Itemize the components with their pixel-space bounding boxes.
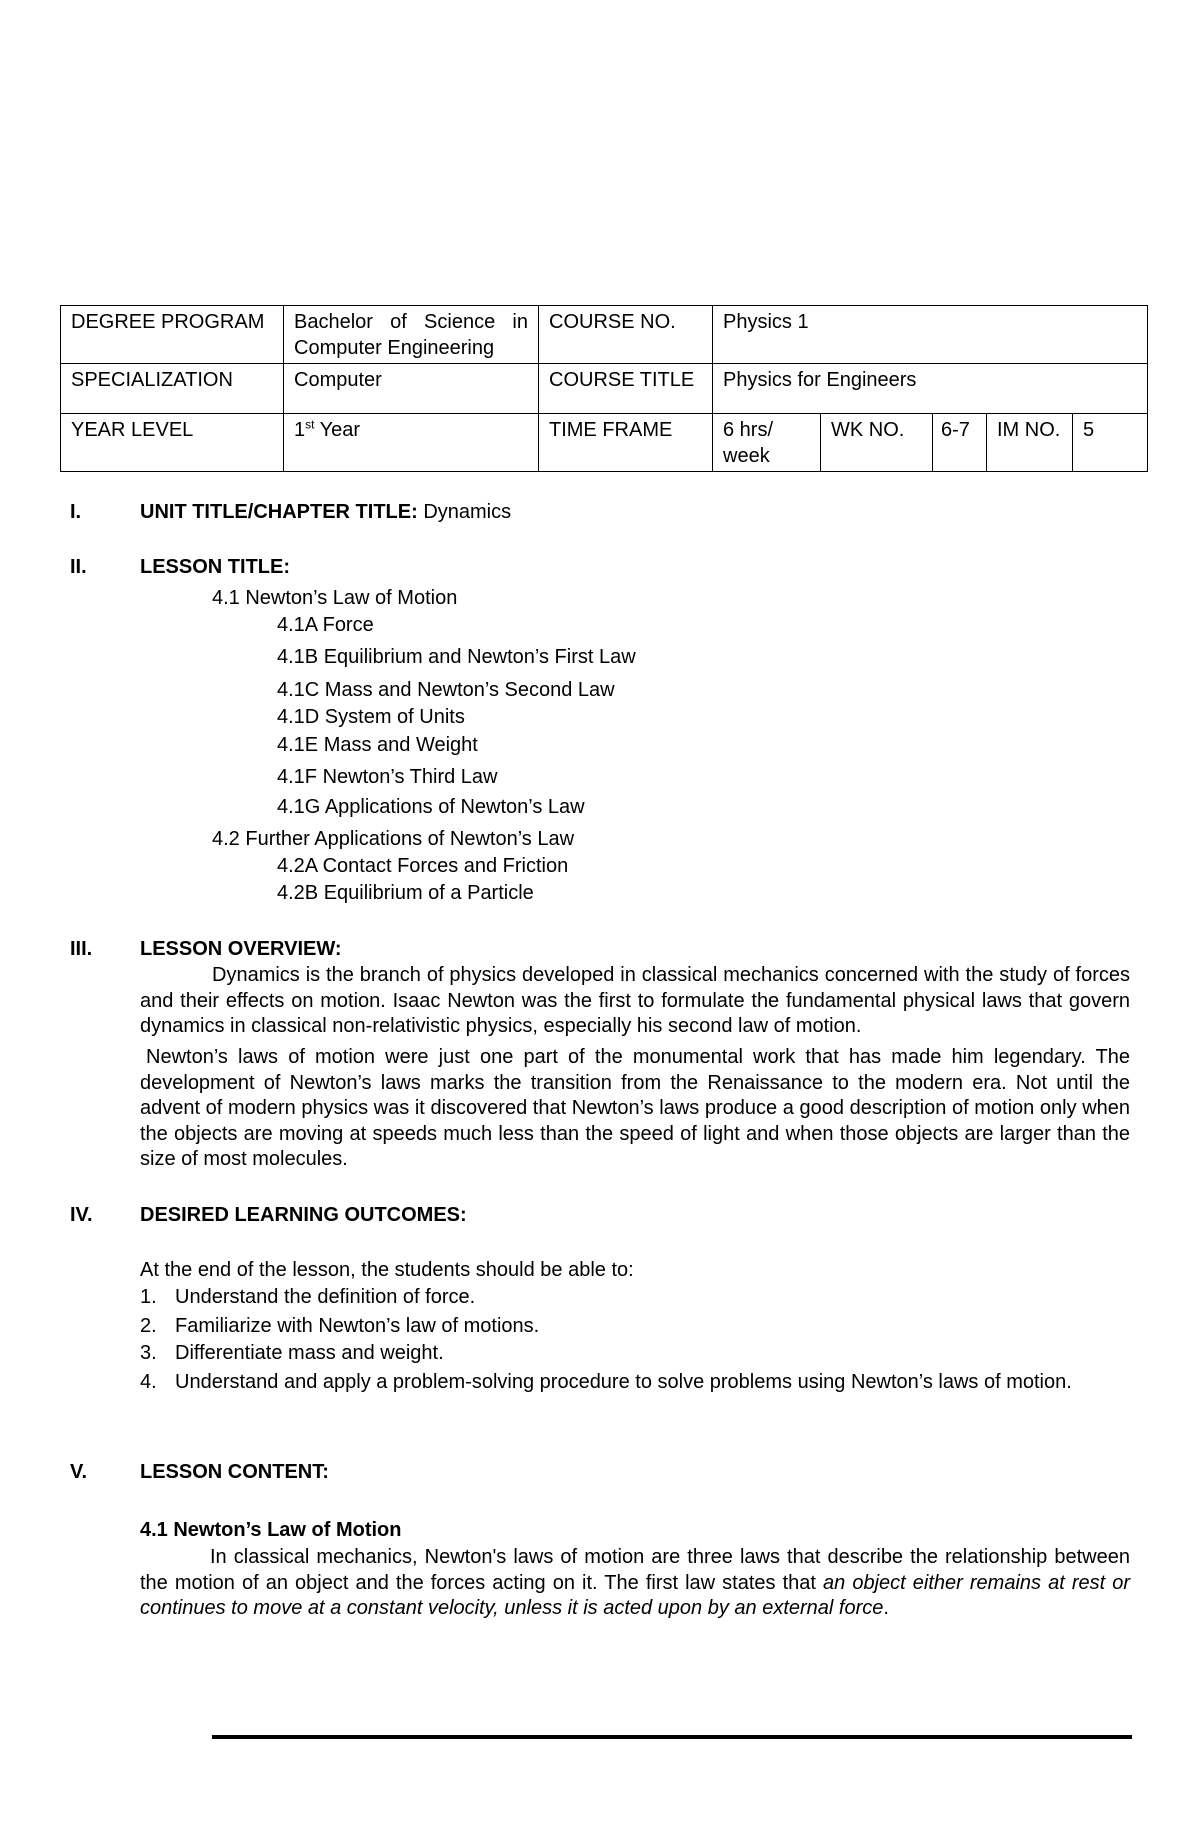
section-number: V. xyxy=(70,1461,88,1483)
table-row xyxy=(61,306,1148,364)
lesson-item: 4.1B Equilibrium and Newton’s First Law xyxy=(277,646,636,668)
year-ordinal-suffix: st xyxy=(305,417,315,432)
lesson-item: 4.1E Mass and Weight xyxy=(277,734,478,756)
lesson-item: 4.1F Newton’s Third Law xyxy=(277,766,498,788)
course-title-value: Physics for Engineers xyxy=(713,364,1148,414)
lesson-item: 4.2 Further Applications of Newton’s Law xyxy=(212,828,575,850)
lesson-item: 4.1C Mass and Newton’s Second Law xyxy=(277,679,615,701)
unit-title-heading: UNIT TITLE/CHAPTER TITLE: xyxy=(140,501,418,523)
degree-program-value: Bachelor of Science in Computer Engineering xyxy=(284,306,539,364)
lesson-overview-heading: LESSON OVERVIEW: xyxy=(140,938,342,960)
table-row xyxy=(61,414,1148,472)
course-no-value: Physics 1 xyxy=(713,306,1148,364)
lesson-item: 4.2A Contact Forces and Friction xyxy=(277,855,569,877)
course-no-label: COURSE NO. xyxy=(539,306,713,364)
lesson-item: 4.1A Force xyxy=(277,614,374,636)
lesson-item: 4.1G Applications of Newton’s Law xyxy=(277,796,585,818)
outcomes-intro: At the end of the lesson, the students should be able to: xyxy=(140,1259,634,1281)
lesson-item: 4.1D System of Units xyxy=(277,706,465,728)
im-no-label: IM NO. xyxy=(987,414,1073,472)
content-paragraph xyxy=(140,1545,1130,1622)
time-frame-value: 6 hrs/ week xyxy=(713,414,821,472)
year-level-value xyxy=(284,414,539,472)
outcome-number: 3. xyxy=(140,1342,157,1364)
outcome-text: Differentiate mass and weight. xyxy=(175,1342,444,1364)
section-number: IV. xyxy=(70,1204,93,1226)
outcome-text: Familiarize with Newton’s law of motions. xyxy=(175,1315,540,1337)
learning-outcomes-heading: DESIRED LEARNING OUTCOMES: xyxy=(140,1204,467,1226)
specialization-label: SPECIALIZATION xyxy=(61,364,284,414)
overview-paragraph: Newton’s laws of motion were just one part of the monumental work that has made him legendary. The development of Newton’s laws marks the transition from the Renaissance to the modern era. Not until the advent of modern physics was it discovered that Newton’s laws produce a good description of motion only when the objects are moving at speeds much less than the speed of light and when those objects are larger than the size of most molecules. xyxy=(140,1046,1130,1170)
course-info-table xyxy=(60,305,1148,472)
time-frame-label: TIME FRAME xyxy=(539,414,713,472)
section-number: I. xyxy=(70,501,82,523)
content-text: In classical mechanics, Newton's laws of motion are three laws that describe the relationship between the motion of an object and the forces acting on it. The first law states that xyxy=(140,1546,1130,1594)
specialization-value: Computer xyxy=(284,364,539,414)
footer-rule xyxy=(212,1735,1132,1739)
unit-title-value: Dynamics xyxy=(417,501,512,523)
overview-paragraph: Dynamics is the branch of physics developed in classical mechanics concerned with the study of forces and their effects on motion. Isaac Newton was the first to formulate the fundamental physical laws that govern dynamics in classical non-relativistic physics, especially his second law of motion. xyxy=(140,964,1130,1037)
year-word: Year xyxy=(314,419,361,441)
outcome-number: 4. xyxy=(140,1371,157,1393)
degree-program-label: DEGREE PROGRAM xyxy=(61,306,284,364)
outcome-text: Understand and apply a problem-solving procedure to solve problems using Newton’s laws of motion. xyxy=(175,1371,1072,1393)
outcome-number: 1. xyxy=(140,1286,157,1308)
first-law-statement: an object either remains at rest or continues to move at a constant velocity, unless it is acted upon by an external force xyxy=(140,1571,1131,1619)
lesson-content-heading: LESSON CONTENT: xyxy=(140,1461,329,1483)
unit-title-line xyxy=(140,500,511,525)
table-row xyxy=(61,364,1148,414)
lesson-item: 4.1 Newton’s Law of Motion xyxy=(212,587,458,609)
year-number: 1 xyxy=(294,419,306,441)
lesson-item: 4.2B Equilibrium of a Particle xyxy=(277,882,534,904)
week-no-value: 6-7 xyxy=(933,414,987,472)
lesson-title-heading: LESSON TITLE: xyxy=(140,556,290,578)
week-no-label: WK NO. xyxy=(821,414,933,472)
outcome-text: Understand the definition of force. xyxy=(175,1286,476,1308)
content-subheading: 4.1 Newton’s Law of Motion xyxy=(140,1519,402,1541)
im-no-value: 5 xyxy=(1073,414,1148,472)
section-number: III. xyxy=(70,938,93,960)
outcome-number: 2. xyxy=(140,1315,157,1337)
year-level-label: YEAR LEVEL xyxy=(61,414,284,472)
section-number: II. xyxy=(70,556,87,578)
content-text-end: . xyxy=(883,1597,889,1619)
course-title-label: COURSE TITLE xyxy=(539,364,713,414)
